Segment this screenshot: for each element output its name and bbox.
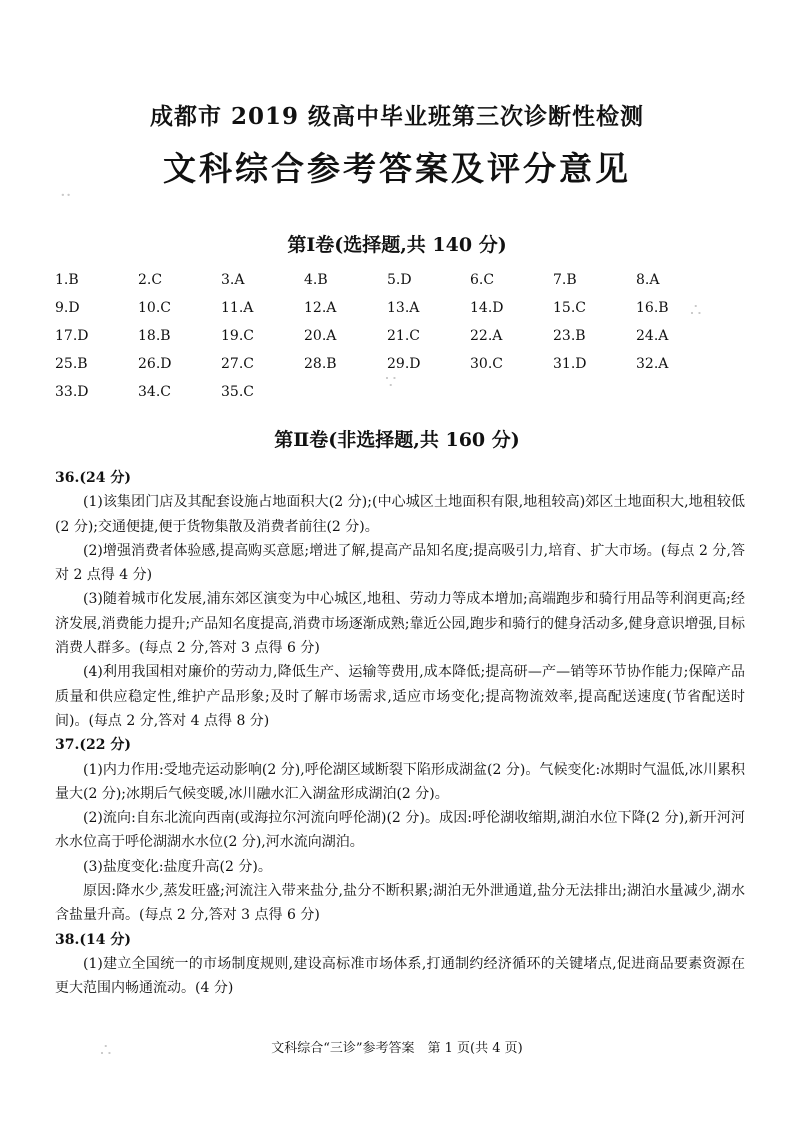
answer-item: 15.C: [553, 300, 586, 316]
answer-item: 12.A: [304, 300, 337, 316]
answer-item: 25.B: [55, 356, 88, 372]
answer-item: 30.C: [470, 356, 503, 372]
question-37-part3: (3)盐度变化:盐度升高(2 分)。: [83, 858, 272, 875]
question-36-part1: (1)该集团门店及其配套设施占地面积大(2 分);(中心城区土地面积有限,地租较高)郊区土地面积大,地租较低(2 分);交通便捷,便于货物集散及消费者前往(2 分)。: [55, 494, 745, 535]
answer-item: 16.B: [636, 300, 669, 316]
answer-item: 19.C: [221, 328, 254, 344]
answer-item: 28.B: [304, 356, 337, 372]
answer-item: 27.C: [221, 356, 254, 372]
answer-item: 29.D: [387, 356, 421, 372]
question-36-part2: (2)增强消费者体验感,提高购买意愿;增进了解,提高产品知名度;提高吸引力,培育、扩大市场。(每点 2 分,答对 2 点得 4 分): [55, 542, 745, 584]
answer-item: 24.A: [636, 328, 669, 344]
scan-smudge-mark: ··: [60, 185, 72, 206]
page-footer: 文科综合“三诊”参考答案 第 1 页(共 4 页): [271, 1041, 523, 1056]
question-37-part2: (2)流向:自东北流向西南(或海拉尔河流向呼伦湖)(2 分)。成因:呼伦湖收缩期,湖泊水位下降(2 分),新开河河水水位高于呼伦湖湖水水位(2 分),河水流向湖泊。: [55, 810, 745, 851]
question-38-heading: 38.(14 分): [55, 931, 131, 948]
answer-item: 35.C: [221, 384, 254, 400]
exam-title: 成都市 2019 级高中毕业班第三次诊断性检测: [149, 103, 645, 130]
answer-item: 21.C: [387, 328, 420, 344]
question-37-heading: 37.(22 分): [55, 737, 131, 754]
answer-item: 23.B: [553, 328, 586, 344]
question-37-part3-reason: 原因:降水少,蒸发旺盛;河流注入带来盐分,盐分不断积累;湖泊无外泄通道,盐分无法排出;湖泊水量减少,湖水含盐量升高。(每点 2 分,答对 3 点得 6 分): [55, 883, 745, 924]
answer-item: 13.A: [387, 300, 420, 316]
part1-heading: 第Ⅰ卷(选择题,共 140 分): [287, 234, 507, 256]
answer-key-title: 文科综合参考答案及评分意见: [163, 149, 631, 188]
question-38-part1: (1)建立全国统一的市场制度规则,建设高标准市场体系,打通制约经济循环的关键堵点,促进商品要素资源在更大范围内畅通流动。(4 分): [55, 955, 745, 997]
part2-heading: 第Ⅱ卷(非选择题,共 160 分): [274, 429, 520, 451]
part2-answers: [55, 466, 745, 1001]
answer-item: 31.D: [553, 356, 587, 372]
question-36-heading: 36.(24 分): [55, 470, 131, 486]
scan-smudge-mark: ∵: [385, 372, 397, 393]
answer-item: 3.A: [221, 272, 245, 288]
answer-item: 7.B: [553, 272, 577, 288]
answer-item: 22.A: [470, 328, 503, 344]
answer-item: 20.A: [304, 328, 337, 344]
scan-smudge-mark: ∴: [690, 300, 702, 321]
answer-item: 18.B: [138, 328, 171, 344]
question-37-part1: (1)内力作用:受地壳运动影响(2 分),呼伦湖区域断裂下陷形成湖盆(2 分)。气候变化:冰期时气温低,冰川累积量大(2 分);冰期后气候变暖,冰川融水汇入湖盆形成湖泊(2 分)。: [55, 761, 745, 802]
answer-item: 17.D: [55, 328, 89, 344]
answer-item: 11.A: [221, 300, 254, 316]
answer-item: 2.C: [138, 272, 163, 288]
answer-item: 33.D: [55, 384, 89, 400]
answer-item: 1.B: [55, 272, 79, 288]
answer-item: 9.D: [55, 300, 80, 316]
multiple-choice-answer-grid: [55, 272, 755, 412]
answer-item: 10.C: [138, 300, 171, 316]
scan-smudge-mark: ∴: [100, 1040, 112, 1061]
question-36-part3: (3)随着城市化发展,浦东郊区演变为中心城区,地租、劳动力等成本增加;高端跑步和骑行用品等利润更高;经济发展,消费能力提升;产品知名度提高,消费市场逐渐成熟;靠近公园,跑步和骑行的健身活动多,健身意识增强,目标消费人群多。(每点 2 分,答对 3 点得 6 分): [55, 591, 745, 657]
answer-item: 4.B: [304, 272, 328, 288]
answer-item: 5.D: [387, 272, 412, 288]
answer-item: 32.A: [636, 356, 669, 372]
answer-item: 8.A: [636, 272, 660, 288]
answer-item: 34.C: [138, 384, 171, 400]
question-36-part4: (4)利用我国相对廉价的劳动力,降低生产、运输等费用,成本降低;提高研—产—销等环节协作能力;保障产品质量和供应稳定性,维护产品形象;及时了解市场需求,适应市场变化;提高物流效率,提高配送速度(节省配送时间)。(每点 2 分,答对 4 点得 8 分): [55, 664, 745, 729]
answer-item: 14.D: [470, 300, 504, 316]
answer-item: 26.D: [138, 356, 172, 372]
answer-item: 6.C: [470, 272, 495, 288]
